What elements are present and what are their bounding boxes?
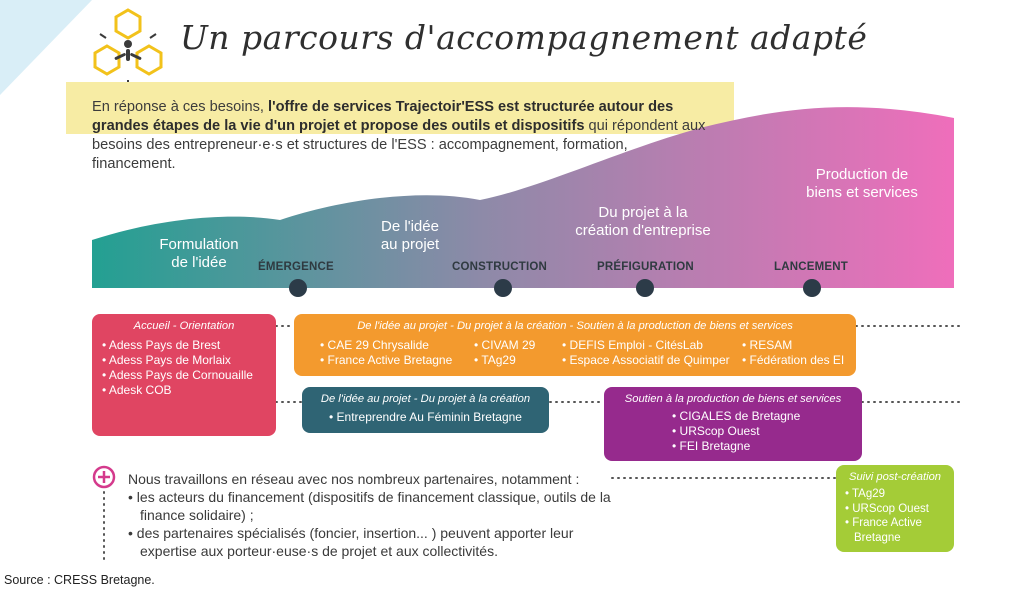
logo-people-icon [114, 40, 142, 61]
stage-label-line: Du projet à la [598, 204, 688, 221]
source-caption: Source : CRESS Bretagne. [4, 573, 155, 587]
step-prefiguration: PRÉFIGURATION [597, 261, 694, 273]
list-item: • France Active Bretagne [320, 353, 453, 367]
box-header: Suivi post-création [848, 471, 942, 483]
list-item: • URScop Ouest [672, 424, 760, 438]
list-item: Bretagne [854, 531, 901, 544]
list-item: • CIVAM 29 [474, 338, 536, 352]
page-title: Un parcours d'accompagnement adapté [180, 18, 868, 57]
list-item: • France Active [845, 517, 922, 529]
list-item: • Adess Pays de Brest [102, 338, 221, 352]
orange-col-2 [474, 338, 535, 368]
step-lancement: LANCEMENT [774, 261, 848, 273]
list-item: • Espace Associatif de Quimper [562, 353, 730, 367]
stage-label-line: création d'entreprise [575, 222, 711, 239]
network-intro: Nous travaillons en réseau avec nos nombreux partenaires, notamment : [128, 471, 580, 487]
list-item: • Adess Pays de Morlaix [102, 353, 231, 367]
stage-label-line: au projet [380, 236, 440, 253]
orange-col-3 [562, 338, 730, 368]
stage-label-line: De l'idée [381, 218, 439, 235]
stage-projet-creation [565, 204, 721, 240]
list-item: • TAg29 [474, 353, 516, 367]
step-emergence: ÉMERGENCE [258, 261, 334, 273]
list-item: • Fédération des EI [742, 353, 845, 367]
list-item: • FEI Bretagne [672, 439, 751, 453]
intro-text-1: En réponse à ces besoins, [92, 99, 269, 115]
stage-label-line: Formulation [159, 236, 239, 253]
list-item: • Adesk COB [102, 383, 172, 397]
list-item: • CAE 29 Chrysalide [320, 338, 429, 352]
box-header: De l'idée au projet - Du projet à la création [320, 393, 531, 405]
stage-label-line: de l'idée [171, 254, 227, 271]
network-bullet-partenaires: • des partenaires spécialisés (foncier, insertion... ) peuvent apporter leur expertise aux porteur·euse·s de projet et aux collectivités. [128, 525, 574, 559]
box-green-post-creation [836, 465, 954, 552]
stage-production [798, 166, 926, 202]
list-item: • URScop Ouest [845, 502, 929, 515]
step-construction: CONSTRUCTION [452, 261, 548, 273]
box-orange-all-stages [294, 314, 856, 376]
network-bullet-financement: • les acteurs du financement (dispositifs de financement classique, outils de la finance solidaire) ; [128, 489, 611, 523]
plus-icon [94, 467, 114, 487]
corner-decoration [0, 0, 92, 95]
list-item: • TAg29 [845, 488, 886, 500]
list-item: • CIGALES de Bretagne [672, 409, 801, 423]
stage-label-line: biens et services [806, 184, 918, 201]
box-teal [302, 387, 549, 433]
network-text [128, 470, 628, 560]
intro-paragraph [92, 98, 712, 174]
orange-col-1 [320, 338, 452, 368]
list-item: • RESAM [742, 338, 793, 352]
stage-idee-projet [360, 218, 460, 254]
list-item: • DEFIS Emploi - CitésLab [562, 338, 703, 352]
intro-text-bold: l'offre de services Trajectoir'ESS est structurée autour des grandes étapes de la vie d'un projet et propose des outils et dispositifs [92, 99, 674, 134]
box-header: Accueil - Orientation [133, 320, 235, 332]
box-purple [604, 387, 862, 461]
box-header: Soutien à la production de biens et services [624, 393, 842, 405]
box-header: De l'idée au projet - Du projet à la création - Soutien à la production de biens et services [357, 320, 793, 332]
list-item: • Adess Pays de Cornouaille [102, 368, 253, 382]
orange-col-4 [742, 338, 844, 368]
stage-label-line: Production de [815, 166, 909, 183]
intro-text-2: qui répondent aux besoins des entrepreneur·e·s et structures de l'ESS : accompagnement, formation, financement. [92, 118, 706, 172]
stage-formulation [146, 236, 252, 272]
box-accueil-orientation [92, 314, 276, 436]
list-item: • Entreprendre Au Féminin Bretagne [329, 410, 522, 424]
